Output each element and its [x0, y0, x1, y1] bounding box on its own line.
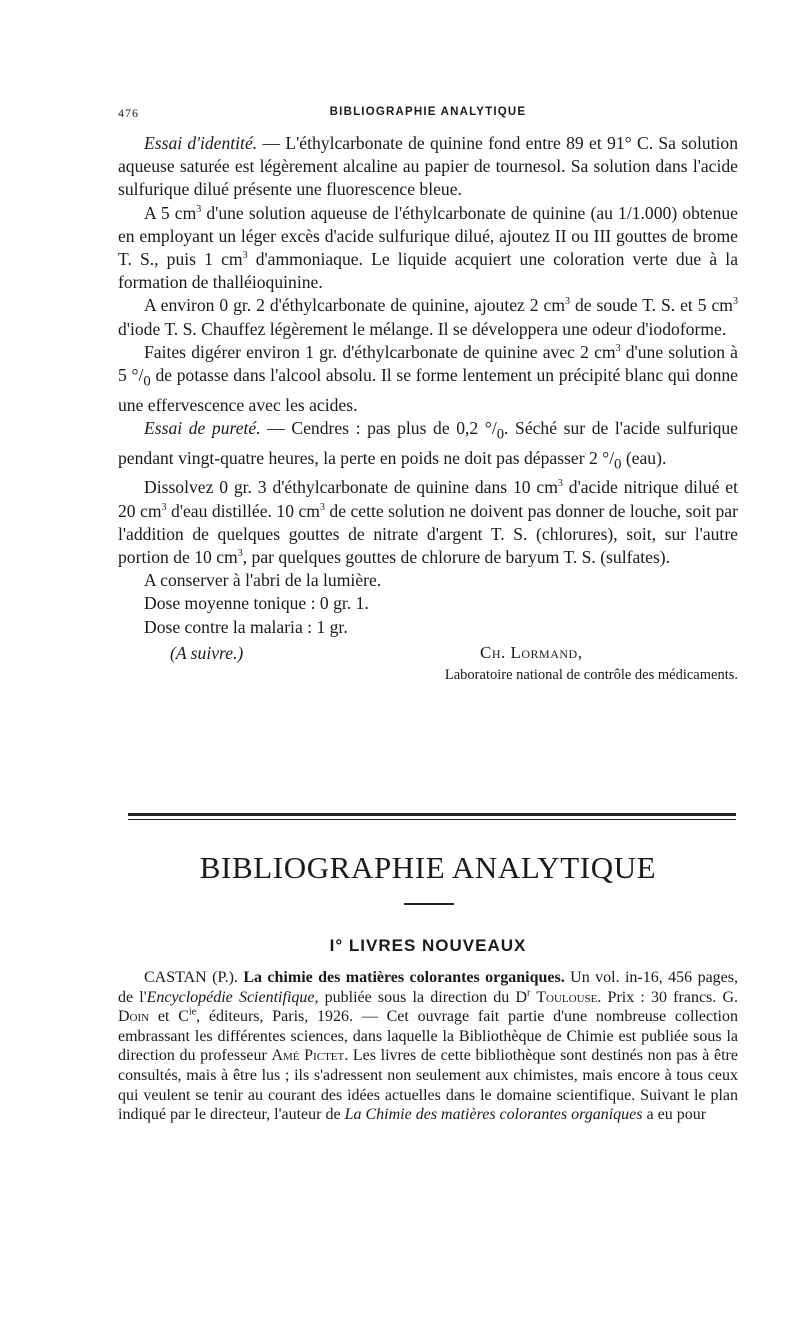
paragraph-identity	[118, 132, 738, 202]
superscript: r	[527, 987, 531, 999]
page-number: 476	[118, 106, 139, 120]
subscript: 0	[143, 373, 151, 390]
section-subtitle: I° LIVRES NOUVEAUX	[329, 936, 527, 955]
superscript: ie	[188, 1006, 197, 1018]
book-author: CASTAN (P.).	[144, 969, 244, 986]
author-affiliation: Laboratoire national de contrôle des médicaments.	[444, 666, 738, 683]
professor-name: Amé Pictet	[271, 1047, 345, 1065]
paragraph-iodoform-test	[118, 294, 738, 340]
to-follow-note: (A suivre.)	[170, 642, 244, 663]
text: d'acide nitrique dilué et 20 cm	[118, 477, 738, 521]
purity-label: Essai de pureté.	[144, 417, 261, 438]
text: , par quelques gouttes de chlorure de baryum T. S. (sulfates).	[242, 547, 671, 567]
text: d'iode T. S. Chauffez légèrement le mélange. Il se développera une odeur d'iodoforme.	[118, 318, 727, 339]
text: , publiée sous la direction du D	[314, 988, 528, 1006]
text: de soude T. S. et 5 cm	[570, 295, 733, 316]
text: Un vol. in-16, 456 pages, de l'	[118, 969, 739, 1006]
superscript: 3	[319, 501, 325, 513]
paragraph-chlorides-sulfates	[118, 476, 738, 569]
paragraph-dose-malaria: Dose contre la malaria : 1 gr.	[144, 616, 348, 637]
text: d'ammoniaque. Le liquide acquiert une coloration verte due à la formation de thalléioquinine.	[118, 249, 738, 293]
text: a eu pour	[642, 1106, 707, 1124]
text: Faites digérer environ 1 gr. d'éthylcarbonate de quinine avec 2 cm	[144, 341, 616, 362]
director-name: Toulouse	[530, 988, 598, 1006]
superscript: 3	[733, 296, 738, 308]
text: de potasse dans l'alcool absolu. Il se forme lentement un précipité blanc qui donne une effervescence avec les acides.	[118, 365, 738, 415]
superscript: 3	[237, 548, 243, 560]
text: . Séché sur de l'acide sulfurique pendant vingt-quatre heures, la perte en poids ne doit pas dépasser 2 °/	[118, 417, 738, 468]
superscript: 3	[161, 501, 167, 513]
section-divider-thick	[128, 813, 736, 816]
section-title: BIBLIOGRAPHIE ANALYTIQUE	[199, 850, 657, 885]
article-author: Ch. Lormand,	[480, 642, 583, 662]
bibliography-entry	[118, 968, 738, 1125]
section-divider-thin	[128, 819, 736, 820]
text: d'eau distillée. 10 cm	[166, 500, 320, 521]
text: A environ 0 gr. 2 d'éthylcarbonate de quinine, ajoutez 2 cm	[144, 295, 566, 316]
article-text	[118, 132, 738, 639]
text: (eau).	[621, 447, 667, 468]
text: Dissolvez 0 gr. 3 d'éthylcarbonate de quinine dans 10 cm	[144, 477, 558, 498]
text: . Les livres de cette bibliothèque sont destinés non pas à être consultés, mais à être lus ; ils s'adressent non seulement aux chimistes, mais encore à tous ceux qui veulent se tenir au courant des idées actuelles dans le domaine scientifique. Suivant le plan indiqué par le directeur, l'auteur de	[118, 1047, 738, 1124]
paragraph-bromine-test	[118, 202, 738, 295]
running-header	[118, 106, 738, 126]
subscript: 0	[614, 456, 622, 473]
text: et C	[149, 1008, 189, 1026]
text: A 5 cm	[144, 202, 197, 223]
superscript: 3	[565, 296, 571, 308]
superscript: 3	[615, 342, 621, 354]
paragraph-storage: A conserver à l'abri de la lumière.	[144, 570, 382, 591]
page-body	[118, 106, 738, 689]
superscript: 3	[196, 203, 202, 215]
book-title-italic: La Chimie des matières colorantes organiques	[344, 1106, 643, 1124]
title-underline	[404, 903, 454, 905]
subscript: 0	[496, 426, 505, 443]
text: , éditeurs, Paris, 1926. — Cet ouvrage fait partie d'une nombreuse collection embrassant les différentes sciences, dans laquelle la Bibliothèque de Chimie est publiée sous la direction du professeur	[118, 1008, 738, 1065]
superscript: 3	[557, 478, 563, 490]
signature-block	[118, 643, 738, 689]
series-title: Encyclopédie Scientifique	[146, 988, 315, 1006]
text: d'une solution à 5 °/	[118, 341, 738, 386]
text: de cette solution ne doivent pas donner de louche, soit par l'addition de quelques gouttes de nitrate d'argent T. S. (chlorures), soit, sur l'autre portion de 10 cm	[118, 500, 738, 567]
paragraph-dose-tonic: Dose moyenne tonique : 0 gr. 1.	[144, 593, 369, 614]
identity-label: Essai d'identité.	[144, 133, 258, 153]
publisher-name: Doin	[118, 1008, 150, 1026]
text: d'une solution aqueuse de l'éthylcarbonate de quinine (au 1/1.000) obtenue en employant un léger excès d'acide sulfurique dilué, ajoutez II ou III gouttes de brome T. S., puis 1 cm	[118, 202, 738, 270]
superscript: 3	[242, 250, 248, 262]
identity-text: — L'éthylcarbonate de quinine fond entre 89 et 91° C. Sa solution aqueuse saturée est légèrement alcaline au papier de tournesol. Sa solution dans l'acide sulfurique dilué présente une fluorescence bleue.	[118, 133, 738, 200]
bibliography-paragraph	[118, 968, 738, 1125]
paragraph-purity	[118, 417, 738, 476]
text: . Prix : 30 francs. G.	[597, 988, 738, 1006]
running-title: BIBLIOGRAPHIE ANALYTIQUE	[329, 106, 527, 118]
book-title: La chimie des matières colorantes organiques.	[243, 969, 565, 986]
paragraph-potash-test	[118, 341, 738, 417]
text: — Cendres : pas plus de 0,2 °/	[260, 417, 497, 438]
